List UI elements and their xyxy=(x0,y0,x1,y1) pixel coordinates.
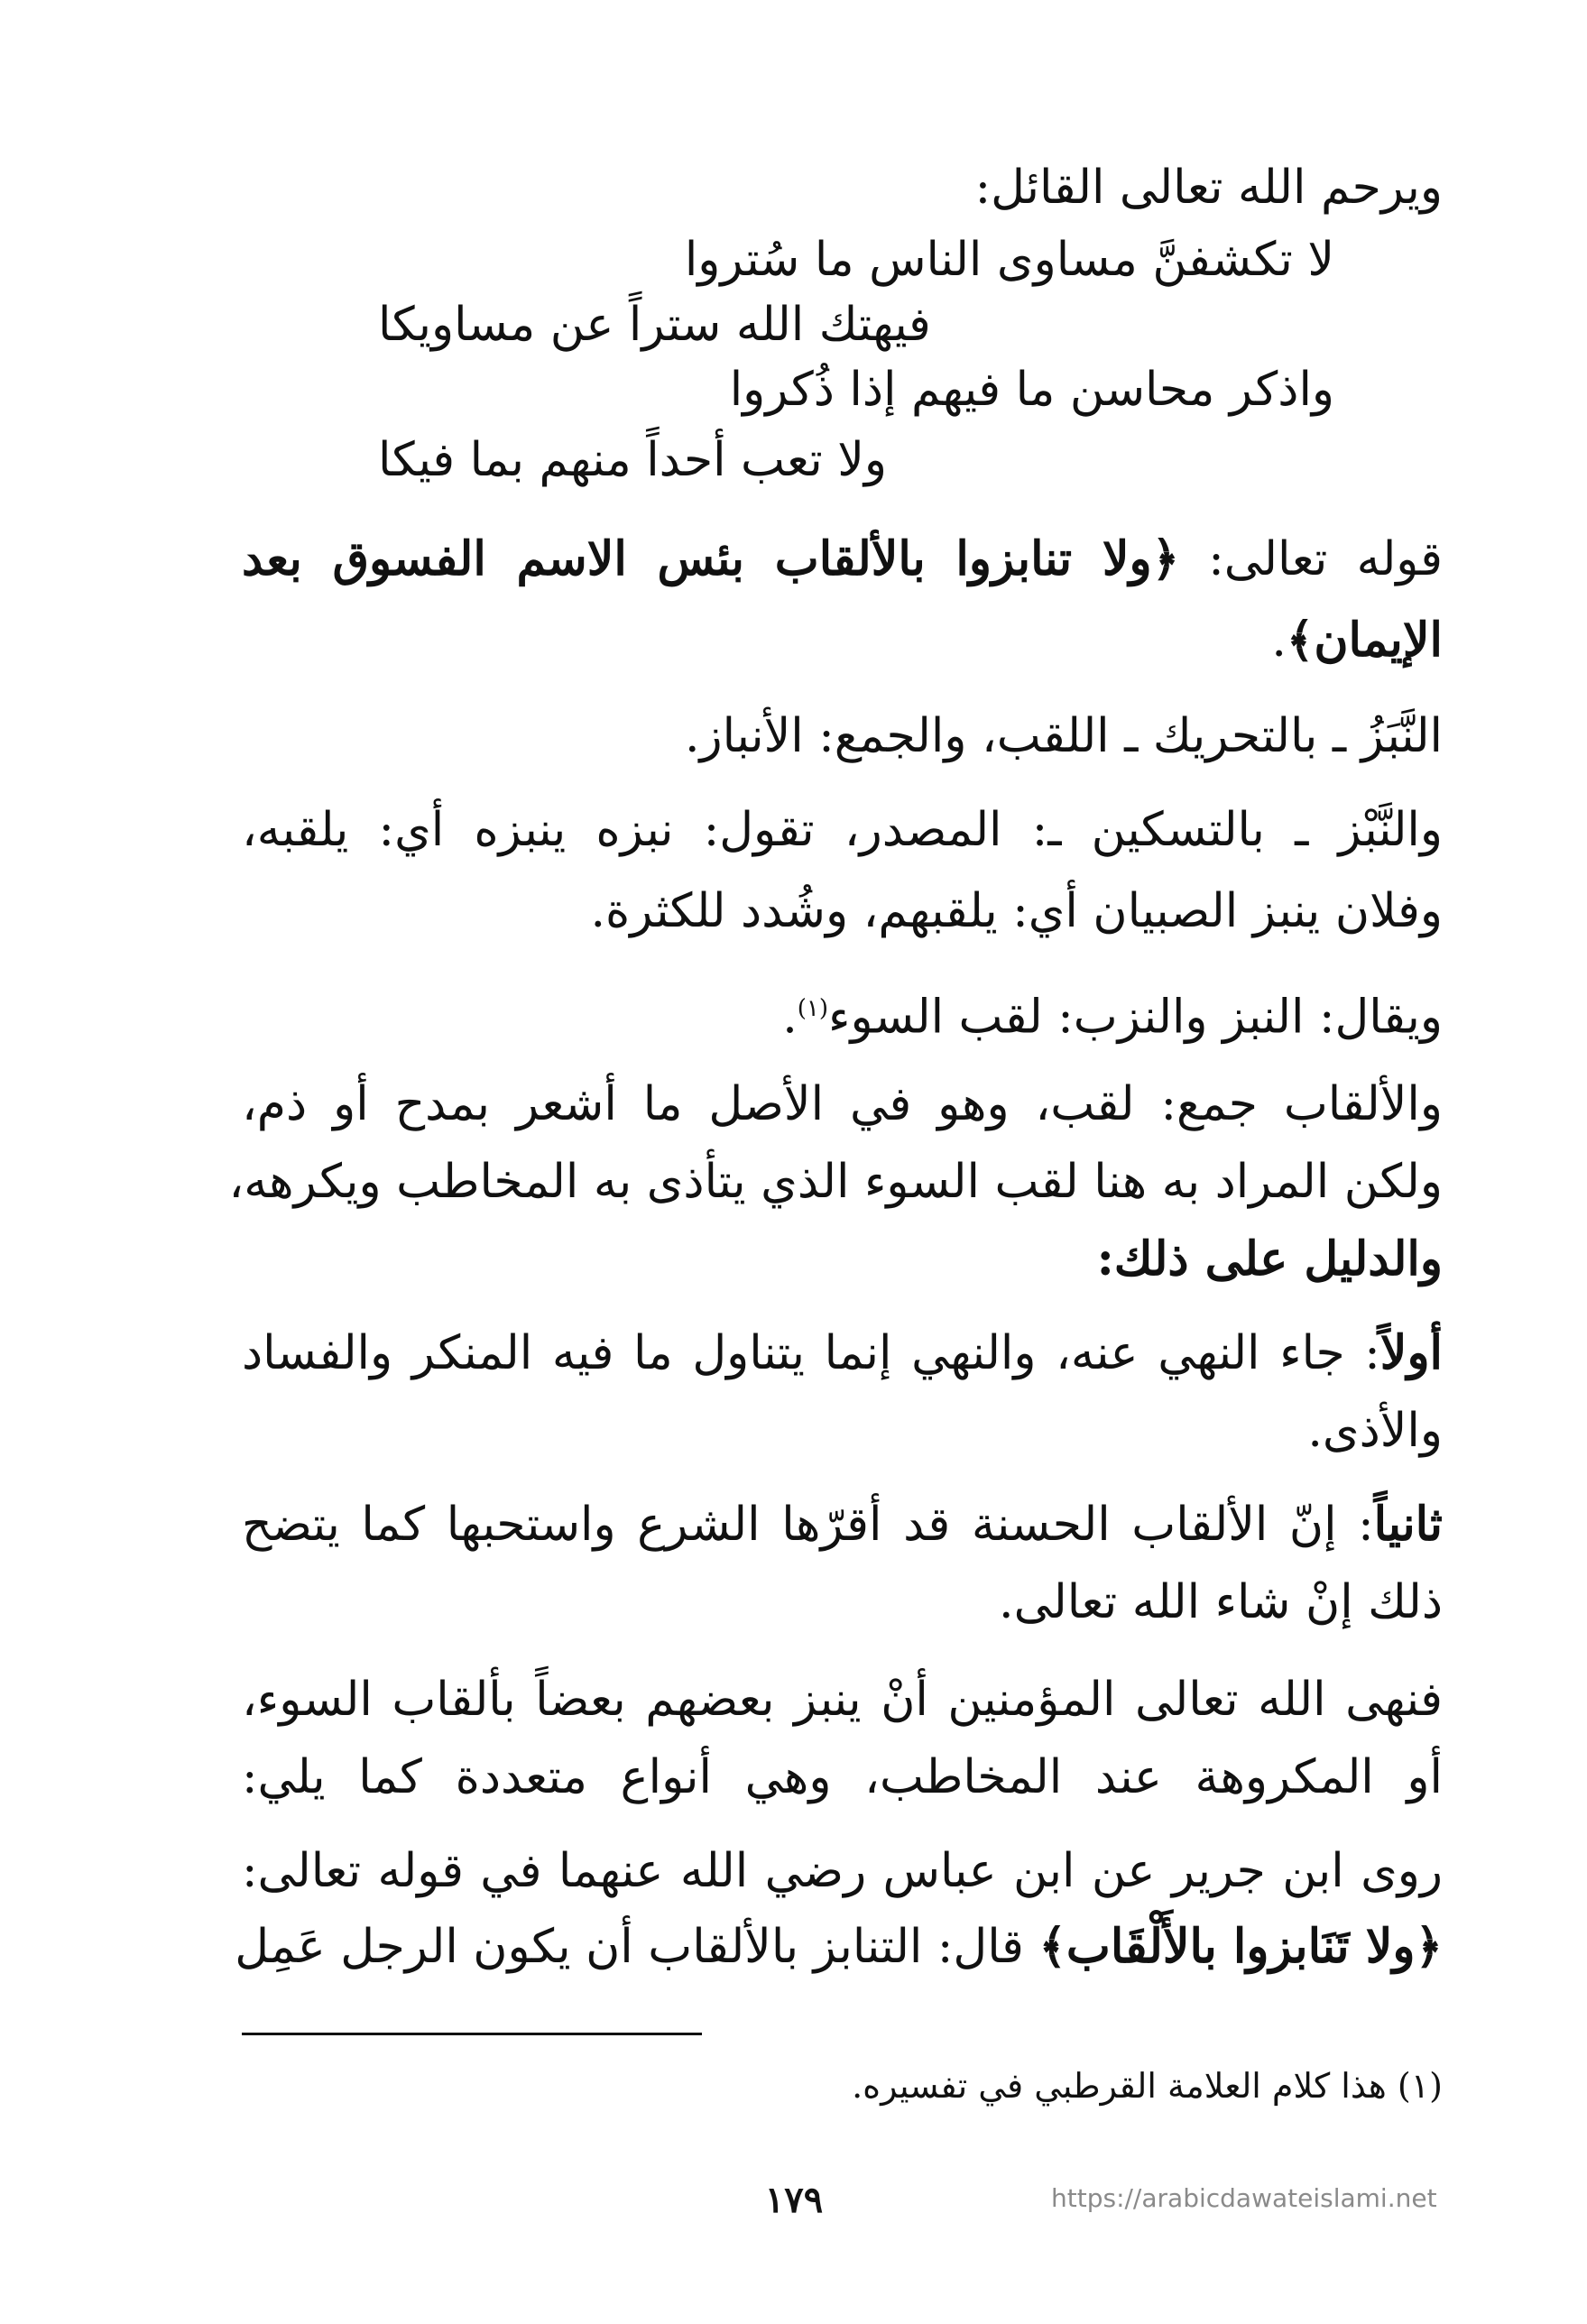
paragraph-prohibition-line-1: فنهى الله تعالى المؤمنين أنْ ينبز بعضهم بعضاً بألقاب السوء، xyxy=(242,1673,1443,1727)
paragraph-alqab-line-3: والدليل على ذلك: xyxy=(1096,1231,1443,1286)
watermark-url: https://arabicdawateislami.net xyxy=(1051,2183,1437,2213)
paragraph-prohibition-line-2: أو المكروهة عند المخاطب، وهي أنواع متعددة كما يلي: xyxy=(242,1750,1443,1804)
definition-line-2: والنَّبْز ـ بالتسكين ـ: المصدر، تقول: نبزه ينبزه أي: يلقبه، xyxy=(242,803,1443,857)
second-evidence-line-2: ذلك إنْ شاء الله تعالى. xyxy=(999,1575,1443,1629)
narration-line-1: روى ابن جرير عن ابن عباس رضي الله عنهما في قوله تعالى: xyxy=(242,1844,1443,1898)
page-number: ١٧٩ xyxy=(764,2179,824,2221)
first-evidence-line-2: والأذى. xyxy=(1307,1404,1443,1458)
paragraph-alqab-line-2: ولكن المراد به هنا لقب السوء الذي يتأذى به المخاطب ويكرهه، xyxy=(228,1155,1443,1209)
paragraph-alqab-line-1: والألقاب جمع: لقب، وهو في الأصل ما أشعر بمدح أو ذم، xyxy=(242,1077,1443,1131)
second-evidence-line-1: ثانياً: إنّ الألقاب الحسنة قد أقرّها الشرع واستحبها كما يتضح xyxy=(242,1497,1443,1552)
definition-line-4: ويقال: النبز والنزب: لقب السوء$^{(١)}$. xyxy=(782,990,1443,1045)
quran-verse-line-1: قوله تعالى: ﴿ولا تنابزوا بالألقاب بئس الاسم الفسوق بعد xyxy=(242,531,1444,586)
definition-line-1: النَّبَزُ ـ بالتحريك ـ اللقب، والجمع: الأنباز. xyxy=(684,709,1443,763)
verse-line-3: واذكر محاسن ما فيهم إذا ذُكروا xyxy=(729,363,1334,417)
intro-line: ويرحم الله تعالى القائل: xyxy=(974,161,1443,215)
first-evidence-line-1: أولاً: جاء النهي عنه، والنهي إنما يتناول ما فيه المنكر والفساد xyxy=(242,1325,1443,1380)
verse-line-1: لا تكشفنَّ مساوى الناس ما سُتروا xyxy=(684,233,1334,287)
footnote-divider xyxy=(242,2033,702,2035)
verse-line-4: ولا تعب أحداً منهم بما فيكا xyxy=(378,433,887,487)
quran-verse-line-2: الإيمان﴾. xyxy=(1271,613,1443,668)
definition-line-3: وفلان ينبز الصبيان أي: يلقبهم، وشُدد للكثرة. xyxy=(590,884,1443,938)
footnote: (١) هذا كلام العلامة القرطبي في تفسيره. xyxy=(852,2066,1443,2106)
narration-line-2: ﴿ولا تَنَابزوا بالأَلْقَاب﴾ قال: التنابز بالألقاب أن يكون الرجل عَمِل xyxy=(235,1919,1443,1974)
footnote-ref: (١) xyxy=(797,995,829,1022)
verse-line-2: فيهتك الله ستراً عن مساويكا xyxy=(378,298,931,352)
